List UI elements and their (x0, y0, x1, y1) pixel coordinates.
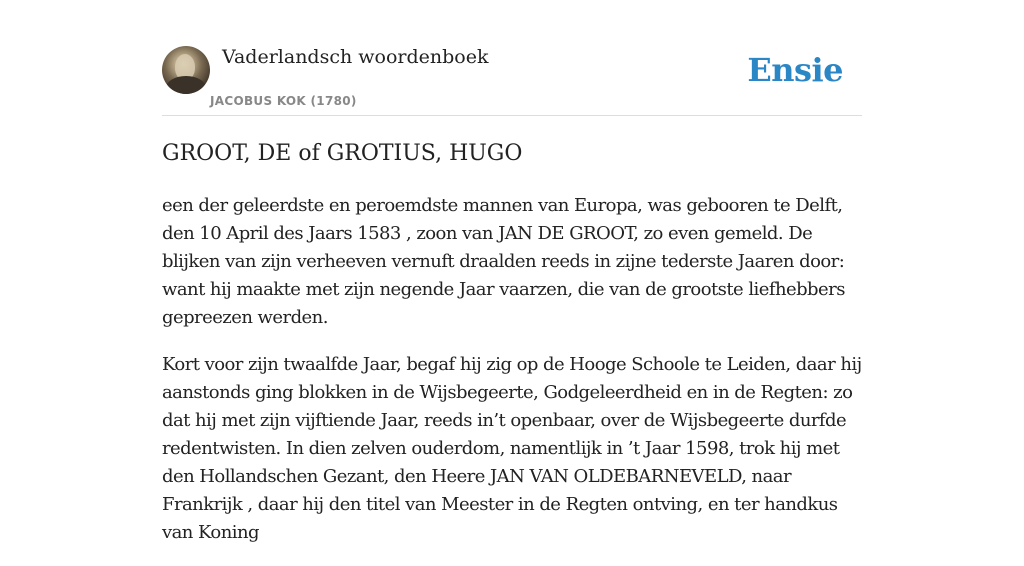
header (162, 0, 862, 116)
entry-body (162, 192, 862, 566)
portrait-coat (166, 76, 206, 94)
entry-paragraph: Kort voor zijn twaalfde Jaar, begaf hij zig op de Hooge Schoole te Leiden, daar hij aanstonds ging blokken in de Wijsbegeerte, Godgeleerdheid en in de Regten: zo dat hij met zijn vijftiende Jaar, reeds in’t openbaar, over de Wijsbegeerte durfde redentwisten. In dien zelven ouderdom, namentlijk in ’t Jaar 1598, trok hij met den Hollandschen Gezant, den Heere JAN VAN OLDEBARNEVELD, naar Frankrijk , daar hij den titel van Meester in de Regten ontving, en ter handkus van Koning (162, 354, 862, 543)
author-avatar-icon[interactable] (162, 46, 210, 94)
book-title[interactable]: Vaderlandsch woordenboek (222, 46, 489, 68)
entry-paragraph: een der geleerdste en peroemdste mannen van Europa, was gebooren te Delft, den 10 April des Jaars 1583 , zoon van JAN DE GROOT, zo even gemeld. De blijken van zijn verheeven vernuft draalden reeds in zijne tederste Jaaren door: want hij maakte met zijn negende Jaar vaarzen, die van de grootste liefhebbers gepreezen werden. (162, 195, 845, 328)
page (162, 0, 862, 543)
author-name[interactable]: JACOBUS KOK (1780) (210, 94, 357, 108)
ensie-logo[interactable]: Ensie (747, 51, 843, 89)
entry-title: GROOT, DE of GROTIUS, HUGO (162, 141, 523, 166)
